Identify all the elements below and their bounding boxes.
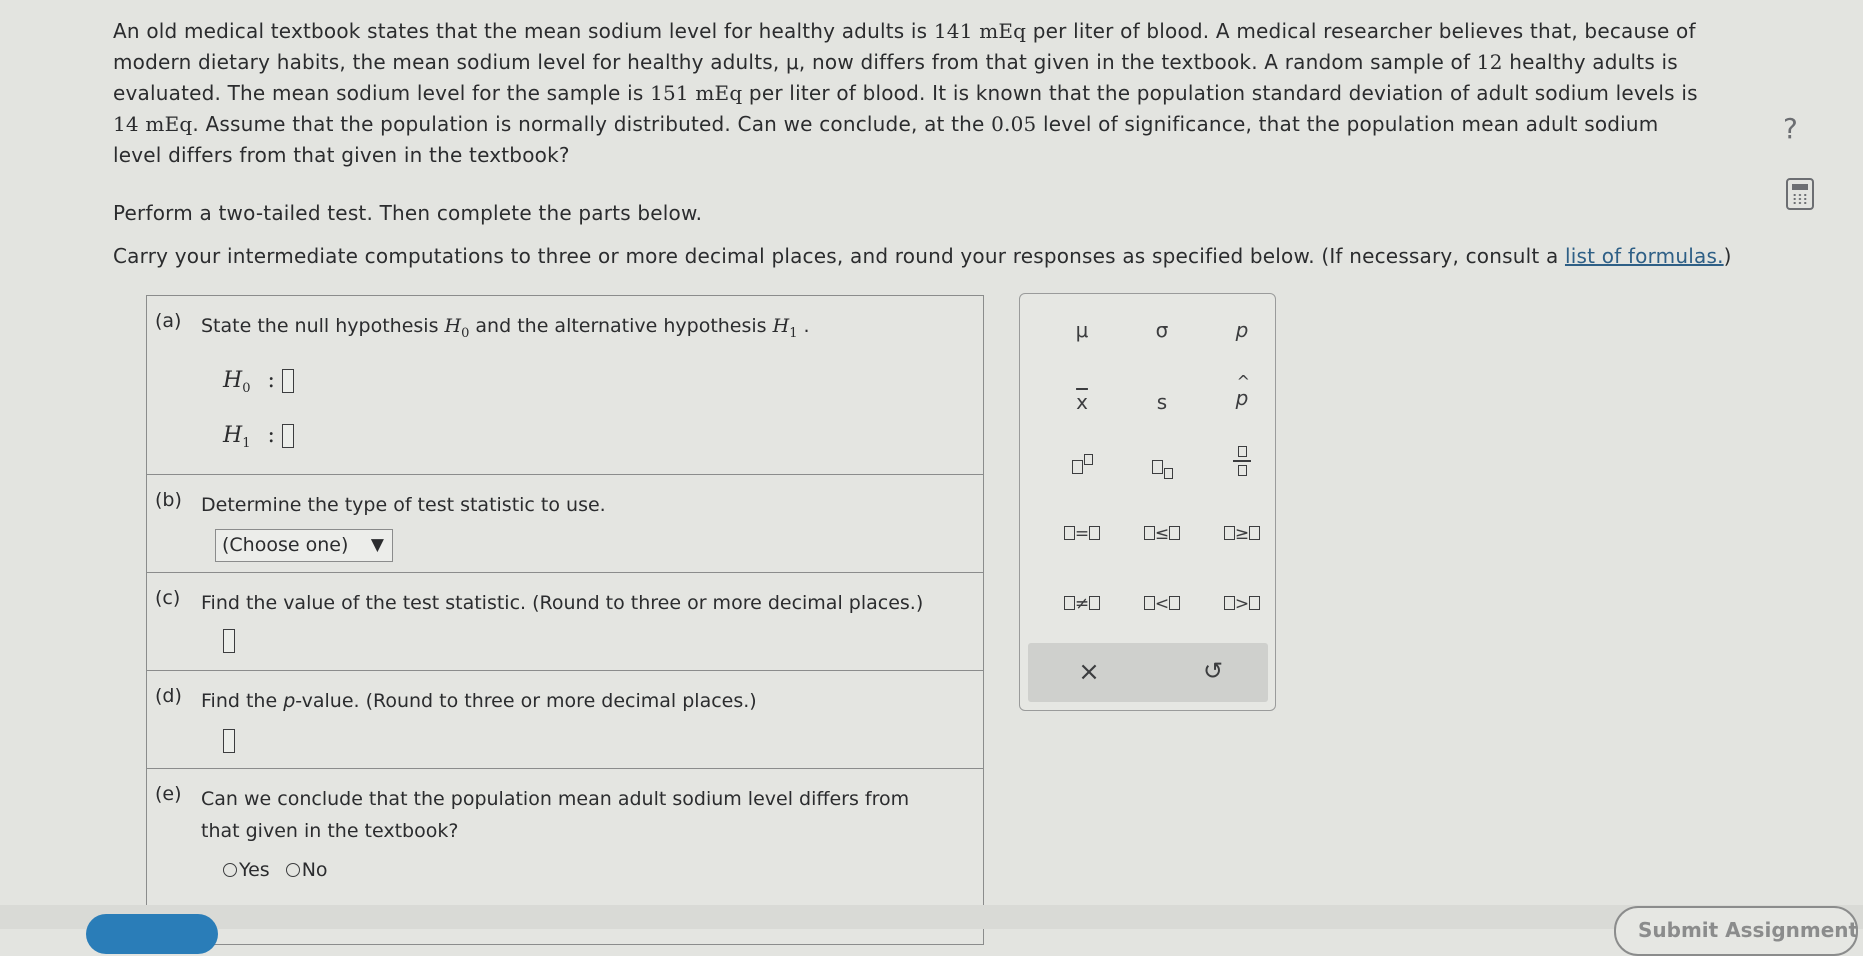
submit-assignment-button[interactable]: Submit Assignment xyxy=(1614,906,1858,956)
clear-icon[interactable]: × xyxy=(1078,657,1100,687)
part-d xyxy=(147,670,983,768)
part-e-text: Can we conclude that the population mean adult sodium level differs from that given in the textbook? xyxy=(201,788,910,842)
conclusion-options xyxy=(223,859,328,881)
dropdown-arrow-icon: ▼ xyxy=(370,535,384,555)
less-equal-button[interactable]: ≤ xyxy=(1127,524,1197,544)
help-icon[interactable]: ? xyxy=(1783,112,1798,145)
undo-icon[interactable]: ↺ xyxy=(1202,657,1224,685)
test-statistic-dropdown[interactable]: (Choose one) ▼ xyxy=(215,529,393,562)
greater-than-button[interactable]: > xyxy=(1207,594,1277,614)
null-hypothesis-row: $H_0$ : xyxy=(223,368,294,396)
null-hypothesis-input[interactable] xyxy=(282,369,294,393)
no-radio[interactable] xyxy=(286,863,300,877)
p-button[interactable]: p xyxy=(1235,318,1249,342)
part-e-label: (e) xyxy=(155,783,182,805)
question-parts xyxy=(146,295,984,945)
test-statistic-input[interactable] xyxy=(223,629,235,653)
symbol-palette xyxy=(1019,293,1276,711)
formulas-link[interactable]: list of formulas. xyxy=(1564,244,1724,268)
part-b-label: (b) xyxy=(155,489,182,511)
problem-statement xyxy=(113,16,1732,268)
p-hat-button[interactable]: ^ p xyxy=(1235,372,1251,410)
part-a-text: State the null hypothesis $H_0$ and the alternative hypothesis $H_1$ . xyxy=(201,315,810,341)
xbar-button[interactable]: $\overline{x}$ xyxy=(1076,390,1088,414)
part-d-label: (d) xyxy=(155,685,182,707)
mu-button[interactable]: μ xyxy=(1075,318,1089,342)
equals-button[interactable]: = xyxy=(1047,524,1117,544)
part-b-text: Determine the type of test statistic to use. xyxy=(201,494,606,516)
part-c xyxy=(147,572,983,670)
part-c-text: Find the value of the test statistic. (Round to three or more decimal places.) xyxy=(201,592,924,614)
part-b xyxy=(147,474,983,572)
not-equal-button[interactable]: ≠ xyxy=(1047,594,1117,614)
alternative-hypothesis-input[interactable] xyxy=(282,424,294,448)
no-option[interactable]: No xyxy=(286,859,328,881)
s-button[interactable]: s xyxy=(1156,390,1168,414)
instruction-rounding: Carry your intermediate computations to three or more decimal places, and round your responses as specified below. (If necessary, consult a list of formulas.) xyxy=(113,244,1732,268)
less-than-button[interactable]: < xyxy=(1127,594,1197,614)
sigma-button[interactable]: σ xyxy=(1155,318,1169,342)
alternative-hypothesis-row: $H_1$ : xyxy=(223,423,294,451)
calculator-icon[interactable] xyxy=(1786,178,1814,210)
yes-radio[interactable] xyxy=(223,863,237,877)
part-c-label: (c) xyxy=(155,587,181,609)
superscript-button[interactable] xyxy=(1047,454,1117,478)
part-a xyxy=(147,296,983,474)
greater-equal-button[interactable]: ≥ xyxy=(1207,524,1277,544)
problem-paragraph: An old medical textbook states that the mean sodium level for healthy adults is 141 mEq per liter of blood. A medical researcher believes that, because of modern dietary habits, the mean sodium level for healthy adults, μ, now differs from that given in the textbook. A random sample of 12 healthy adults is evaluated. The mean sodium level for the sample is 151 mEq per liter of blood. It is known that the population standard deviation of adult sodium levels is 14 mEq. Assume that the population is normally distributed. Can we conclude, at the 0.05 level of significance, that the population mean adult sodium level differs from that given in the textbook? xyxy=(113,19,1698,167)
subscript-button[interactable] xyxy=(1127,454,1197,479)
part-a-label: (a) xyxy=(155,310,182,332)
part-d-text: Find the p-value. (Round to three or more decimal places.) xyxy=(201,690,757,712)
yes-option[interactable]: Yes xyxy=(223,859,270,881)
palette-action-bar xyxy=(1028,643,1268,702)
explanation-button[interactable] xyxy=(86,914,218,954)
instruction-two-tailed: Perform a two-tailed test. Then complete the parts below. xyxy=(113,201,703,225)
bottom-bar xyxy=(0,905,1863,929)
p-value-input[interactable] xyxy=(223,729,235,753)
fraction-button[interactable] xyxy=(1207,446,1277,476)
